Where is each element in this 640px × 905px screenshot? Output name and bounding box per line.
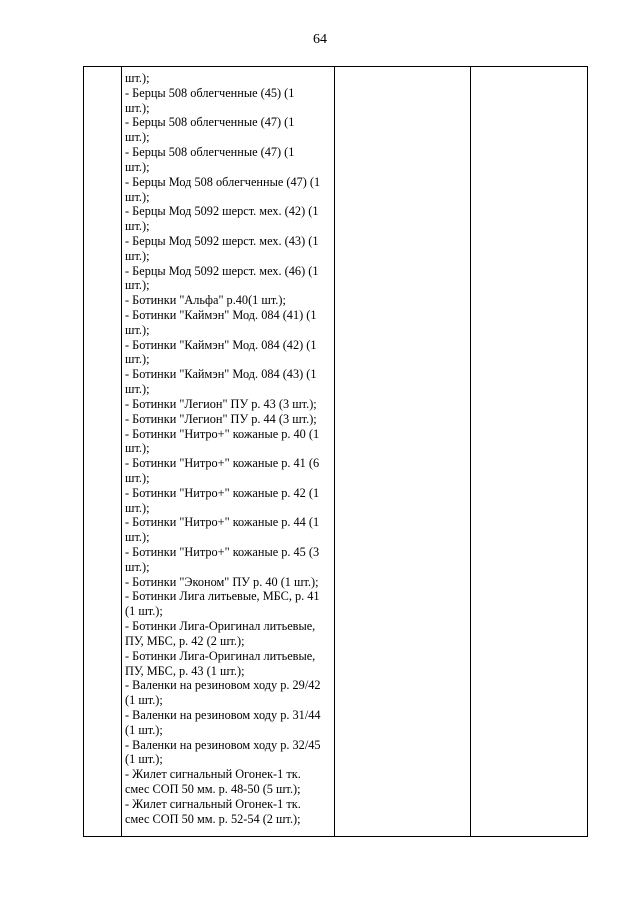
list-item: - Берцы 508 облегченные (47) (1 шт.); [125, 145, 295, 174]
list-item: - Ботинки "Альфа" р.40(1 шт.); [125, 293, 286, 308]
list-item: - Ботинки "Нитро+" кожаные р. 42 (1 шт.); [125, 485, 320, 515]
list-item: - Ботинки "Нитро+" кожаные р. 40 (1 шт.); [125, 426, 320, 456]
number-cell [84, 67, 122, 837]
list-item: - Берцы Мод 5092 шерст. мех. (42) (1 шт.); [125, 204, 319, 234]
list-item: - Валенки на резиновом ходу р. 31/44 (1 шт.); [125, 707, 321, 737]
empty-cell-4 [471, 67, 588, 837]
list-item: - Берцы 508 облегченные (47) (1 шт.); [125, 115, 295, 145]
list-item: - Ботинки Лига литьевые, МБС, р. 41 (1 шт.); [125, 589, 320, 619]
list-item: - Валенки на резиновом ходу р. 32/45 (1 шт.); [125, 737, 321, 767]
list-item: - Жилет сигнальный Огонек-1 тк. смес СОП 50 мм. р. 48-50 (5 шт.); [125, 767, 301, 796]
page-number: 64 [313, 32, 327, 47]
list-item: - Ботинки "Нитро+" кожаные р. 45 (3 шт.); [125, 545, 320, 574]
item-list [122, 67, 334, 826]
items-cell [122, 67, 335, 837]
list-item: - Жилет сигнальный Огонек-1 тк. смес СОП 50 мм. р. 52-54 (2 шт.); [125, 796, 301, 826]
list-item: - Берцы Мод 5092 шерст. мех. (43) (1 шт.); [125, 233, 319, 263]
list-item: - Ботинки Лига-Оригинал литьевые, ПУ, МБС, р. 42 (2 шт.); [125, 619, 316, 648]
table-row [84, 67, 588, 837]
list-item: - Ботинки "Легион" ПУ р. 44 (3 шт.); [125, 411, 317, 426]
list-item: - Берцы Мод 5092 шерст. мех. (46) (1 шт.); [125, 263, 319, 293]
list-item: шт.); [125, 71, 150, 85]
list-item: - Валенки на резиновом ходу р. 29/42 (1 шт.); [125, 678, 321, 708]
list-item: - Ботинки "Каймэн" Мод. 084 (41) (1 шт.); [125, 308, 317, 337]
list-item: - Ботинки "Каймэн" Мод. 084 (43) (1 шт.); [125, 367, 317, 397]
list-item: - Ботинки "Легион" ПУ р. 43 (3 шт.); [125, 396, 317, 411]
list-item: - Ботинки Лига-Оригинал литьевые, ПУ, МБС, р. 43 (1 шт.); [125, 648, 316, 678]
list-item: - Берцы 508 облегченные (45) (1 шт.); [125, 85, 295, 115]
list-item: - Ботинки "Нитро+" кожаные р. 41 (6 шт.); [125, 456, 320, 485]
list-item: - Ботинки "Нитро+" кожаные р. 44 (1 шт.); [125, 515, 320, 545]
list-item: - Берцы Мод 508 облегченные (47) (1 шт.); [125, 174, 321, 204]
inventory-table [83, 66, 588, 837]
list-item: - Ботинки "Каймэн" Мод. 084 (42) (1 шт.); [125, 337, 317, 367]
empty-cell-3 [335, 67, 471, 837]
list-item: - Ботинки "Эконом" ПУ р. 40 (1 шт.); [125, 574, 319, 589]
